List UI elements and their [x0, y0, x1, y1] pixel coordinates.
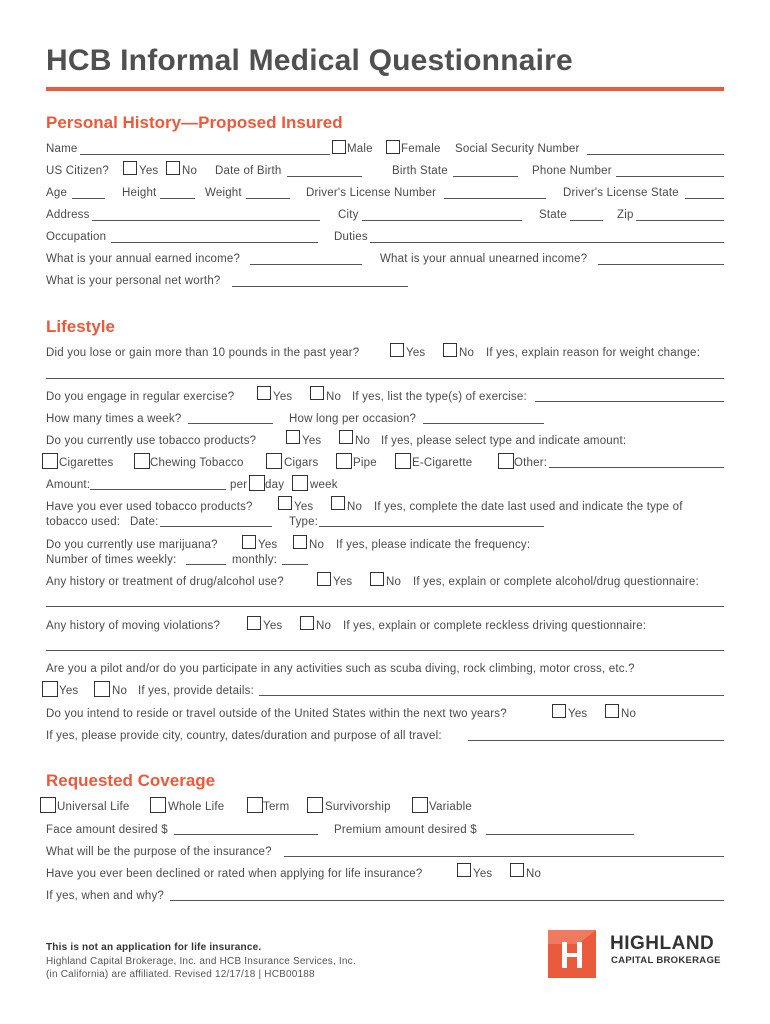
survivorship-checkbox[interactable]: [307, 797, 323, 813]
cigars-checkbox[interactable]: [266, 453, 282, 469]
unearned-income-field[interactable]: [598, 264, 724, 265]
weight-change-question: Did you lose or gain more than 10 pounds in the past year?: [46, 347, 360, 359]
monthly-field[interactable]: [282, 564, 308, 565]
chewing-tobacco-label: Chewing Tobacco: [150, 457, 244, 469]
declined-question: Have you ever been declined or rated when applying for life insurance?: [46, 868, 423, 880]
travel-no-label: No: [621, 708, 637, 720]
occupation-field[interactable]: [111, 242, 318, 243]
exercise-question: Do you engage in regular exercise?: [46, 391, 235, 403]
moving-no-label: No: [316, 620, 332, 632]
title-rule: [46, 87, 724, 91]
weight-change-explain: If yes, explain reason for weight change:: [486, 347, 701, 359]
city-label: City: [338, 209, 359, 221]
marijuana-explain: If yes, please indicate the frequency:: [336, 539, 531, 551]
tobacco-yes-label: Yes: [302, 435, 322, 447]
pilot-yes-label: Yes: [59, 685, 79, 697]
survivorship-label: Survivorship: [325, 801, 391, 813]
ssn-label: Social Security Number: [455, 143, 580, 155]
moving-explain: If yes, explain or complete reckless driving questionnaire:: [343, 620, 647, 632]
phone-field[interactable]: [616, 176, 724, 177]
page-title: HCB Informal Medical Questionnaire: [46, 44, 573, 77]
whole-life-checkbox[interactable]: [150, 797, 166, 813]
dl-state-field[interactable]: [685, 198, 724, 199]
marijuana-no-checkbox[interactable]: [293, 535, 307, 549]
occupation-label: Occupation: [46, 231, 107, 243]
section-lifestyle: Lifestyle: [46, 317, 115, 336]
drug-yes-checkbox[interactable]: [317, 572, 331, 586]
tobacco-no-checkbox[interactable]: [339, 430, 353, 444]
whole-life-label: Whole Life: [168, 801, 225, 813]
earned-income-field[interactable]: [250, 264, 362, 265]
duties-field[interactable]: [370, 242, 724, 243]
net-worth-label: What is your personal net worth?: [46, 275, 221, 287]
how-long-label: How long per occasion?: [289, 413, 417, 425]
travel-yes-label: Yes: [568, 708, 588, 720]
tobacco-type-field[interactable]: [319, 526, 544, 527]
face-amount-field[interactable]: [174, 834, 318, 835]
purpose-label: What will be the purpose of the insurance?: [46, 846, 272, 858]
address-label: Address: [46, 209, 90, 221]
dob-label: Date of Birth: [215, 165, 282, 177]
section-personal-history: Personal History—Proposed Insured: [46, 113, 343, 132]
tobacco-question: Do you currently use tobacco products?: [46, 435, 257, 447]
moving-yes-label: Yes: [263, 620, 283, 632]
marijuana-no-label: No: [309, 539, 325, 551]
ever-tobacco-no-checkbox[interactable]: [331, 496, 345, 510]
drug-yes-label: Yes: [333, 576, 353, 588]
name-field[interactable]: [80, 154, 330, 155]
pilot-details-field[interactable]: [259, 695, 724, 696]
exercise-yes-label: Yes: [273, 391, 293, 403]
footer-line-2: (in California) are affiliated. Revised 12/17/18 | HCB00188: [46, 969, 315, 980]
declined-yes-checkbox[interactable]: [457, 863, 471, 877]
term-checkbox[interactable]: [247, 797, 263, 813]
times-weekly-label: Number of times weekly:: [46, 554, 177, 566]
cigarettes-label: Cigarettes: [59, 457, 114, 469]
logo-text-highland: HIGHLAND: [610, 933, 715, 954]
weight-change-field[interactable]: [46, 378, 724, 379]
pilot-yes-checkbox[interactable]: [42, 681, 58, 697]
travel-explain: If yes, please provide city, country, dates/duration and purpose of all travel:: [46, 730, 442, 742]
pipe-checkbox[interactable]: [336, 453, 352, 469]
name-label: Name: [46, 143, 78, 155]
earned-income-label: What is your annual earned income?: [46, 253, 241, 265]
pilot-no-checkbox[interactable]: [94, 681, 110, 697]
marijuana-question: Do you currently use marijuana?: [46, 539, 218, 551]
declined-no-label: No: [526, 868, 542, 880]
how-long-field[interactable]: [423, 423, 544, 424]
us-citizen-label: US Citizen?: [46, 165, 109, 177]
footer-line-1: Highland Capital Brokerage, Inc. and HCB Insurance Services, Inc.: [46, 956, 356, 967]
city-field[interactable]: [362, 220, 522, 221]
tobacco-explain: If yes, please select type and indicate amount:: [381, 435, 627, 447]
moving-yes-checkbox[interactable]: [247, 616, 261, 630]
birth-state-label: Birth State: [392, 165, 448, 177]
section-requested-coverage: Requested Coverage: [46, 771, 216, 790]
travel-details-field[interactable]: [468, 740, 724, 741]
date-label: Date:: [130, 516, 159, 528]
moving-explain-field[interactable]: [46, 650, 724, 651]
disclaimer: This is not an application for life insurance.: [46, 942, 262, 953]
female-label: Female: [401, 143, 441, 155]
declined-yes-label: Yes: [473, 868, 493, 880]
premium-amount-label: Premium amount desired $: [334, 824, 477, 836]
age-field[interactable]: [72, 198, 105, 199]
other-checkbox[interactable]: [498, 453, 514, 469]
times-weekly-field[interactable]: [186, 564, 226, 565]
exercise-no-label: No: [326, 391, 342, 403]
ever-tobacco-yes-checkbox[interactable]: [278, 496, 292, 510]
pilot-no-label: No: [112, 685, 128, 697]
ever-tobacco-yes-label: Yes: [294, 501, 314, 513]
universal-life-checkbox[interactable]: [40, 797, 56, 813]
per-week-checkbox[interactable]: [292, 475, 308, 491]
times-week-label: How many times a week?: [46, 413, 182, 425]
logo-text-capital-brokerage: CAPITAL BROKERAGE: [611, 955, 721, 966]
zip-label: Zip: [617, 209, 634, 221]
dob-field[interactable]: [287, 176, 362, 177]
marijuana-yes-label: Yes: [258, 539, 278, 551]
purpose-field[interactable]: [284, 856, 724, 857]
pilot-question: Are you a pilot and/or do you participate in any activities such as scuba diving, rock climbing, motor cross, etc.?: [46, 663, 635, 675]
exercise-type-field[interactable]: [535, 401, 724, 402]
tobacco-used-label: tobacco used:: [46, 516, 121, 528]
chewing-tobacco-checkbox[interactable]: [134, 453, 150, 469]
when-why-field[interactable]: [170, 900, 724, 901]
drug-no-checkbox[interactable]: [370, 572, 384, 586]
face-amount-label: Face amount desired $: [46, 824, 168, 836]
variable-checkbox[interactable]: [412, 797, 428, 813]
exercise-yes-checkbox[interactable]: [257, 386, 271, 400]
citizen-no-checkbox[interactable]: [166, 161, 180, 175]
dl-state-label: Driver's License State: [563, 187, 679, 199]
citizen-yes-label: Yes: [139, 165, 159, 177]
amount-field[interactable]: [90, 489, 226, 490]
zip-field[interactable]: [636, 220, 724, 221]
cigars-label: Cigars: [284, 457, 319, 469]
term-label: Term: [263, 801, 290, 813]
pilot-explain: If yes, provide details:: [138, 685, 255, 697]
phone-label: Phone Number: [532, 165, 612, 177]
highland-logo-mark: [548, 930, 596, 978]
per-day-checkbox[interactable]: [249, 475, 265, 491]
female-checkbox[interactable]: [386, 140, 400, 154]
ever-tobacco-explain: If yes, complete the date last used and indicate the type of: [374, 501, 683, 513]
marijuana-yes-checkbox[interactable]: [242, 535, 256, 549]
other-field[interactable]: [549, 467, 724, 468]
amount-label: Amount:: [46, 479, 91, 491]
weight-change-yes-checkbox[interactable]: [390, 343, 404, 357]
state-field[interactable]: [570, 220, 603, 221]
drug-explain-field[interactable]: [46, 606, 724, 607]
day-label: day: [265, 479, 285, 491]
travel-yes-checkbox[interactable]: [552, 704, 566, 718]
times-week-field[interactable]: [188, 423, 273, 424]
birth-state-field[interactable]: [453, 176, 518, 177]
dl-number-field[interactable]: [444, 198, 546, 199]
ecigarette-checkbox[interactable]: [395, 453, 411, 469]
moving-violations-question: Any history of moving violations?: [46, 620, 221, 632]
address-field[interactable]: [92, 220, 320, 221]
height-field[interactable]: [160, 198, 195, 199]
weight-change-no-checkbox[interactable]: [443, 343, 457, 357]
height-label: Height: [122, 187, 157, 199]
other-label: Other:: [514, 457, 548, 469]
declined-no-checkbox[interactable]: [510, 863, 524, 877]
tobacco-no-label: No: [355, 435, 371, 447]
universal-life-label: Universal Life: [57, 801, 130, 813]
male-label: Male: [347, 143, 373, 155]
last-used-date-field[interactable]: [160, 526, 272, 527]
drug-explain: If yes, explain or complete alcohol/drug questionnaire:: [413, 576, 699, 588]
ever-tobacco-no-label: No: [347, 501, 363, 513]
state-label: State: [539, 209, 567, 221]
premium-amount-field[interactable]: [486, 834, 634, 835]
weight-change-yes-label: Yes: [406, 347, 426, 359]
exercise-explain: If yes, list the type(s) of exercise:: [352, 391, 527, 403]
week-label: week: [310, 479, 338, 491]
tobacco-yes-checkbox[interactable]: [286, 430, 300, 444]
pipe-label: Pipe: [353, 457, 377, 469]
weight-change-no-label: No: [459, 347, 475, 359]
when-why-label: If yes, when and why?: [46, 890, 164, 902]
monthly-label: monthly:: [232, 554, 278, 566]
weight-field[interactable]: [246, 198, 290, 199]
variable-label: Variable: [429, 801, 472, 813]
ever-tobacco-question: Have you ever used tobacco products?: [46, 501, 253, 513]
unearned-income-label: What is your annual unearned income?: [380, 253, 588, 265]
male-checkbox[interactable]: [332, 140, 346, 154]
drug-no-label: No: [386, 576, 402, 588]
dl-number-label: Driver's License Number: [306, 187, 437, 199]
exercise-no-checkbox[interactable]: [310, 386, 324, 400]
age-label: Age: [46, 187, 68, 199]
travel-question: Do you intend to reside or travel outside of the United States within the next two years?: [46, 708, 507, 720]
duties-label: Duties: [334, 231, 368, 243]
drug-question: Any history or treatment of drug/alcohol use?: [46, 576, 284, 588]
citizen-no-label: No: [182, 165, 198, 177]
travel-no-checkbox[interactable]: [605, 704, 619, 718]
ssn-field[interactable]: [587, 154, 724, 155]
weight-label: Weight: [205, 187, 242, 199]
cigarettes-checkbox[interactable]: [42, 453, 58, 469]
citizen-yes-checkbox[interactable]: [123, 161, 137, 175]
moving-no-checkbox[interactable]: [300, 616, 314, 630]
net-worth-field[interactable]: [232, 286, 408, 287]
ecigarette-label: E-Cigarette: [412, 457, 473, 469]
type-label: Type:: [289, 516, 319, 528]
per-label: per: [230, 479, 248, 491]
